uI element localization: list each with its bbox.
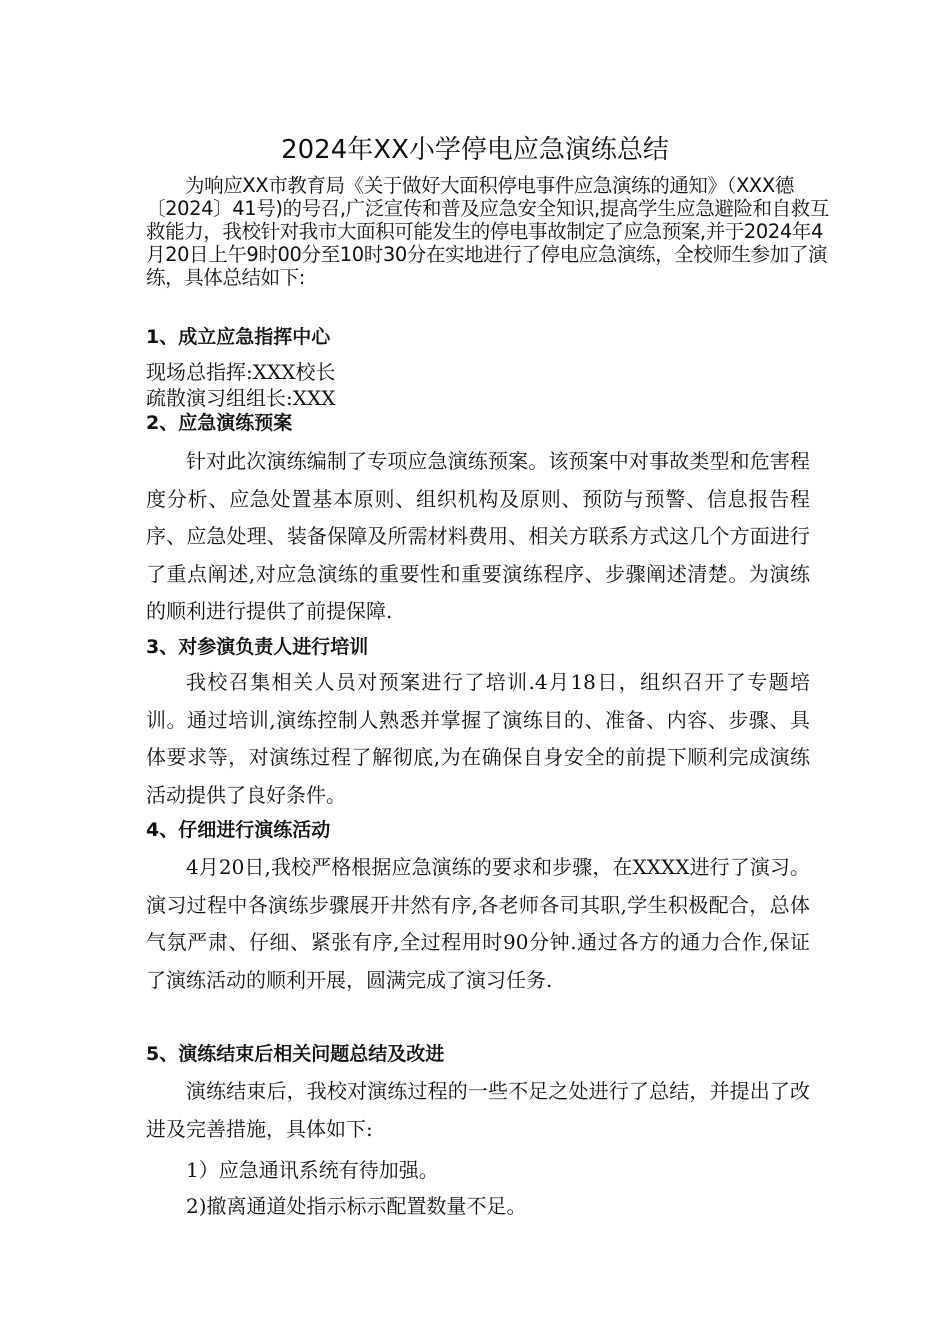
section-heading-5: 5、演练结束后相关问题总结及改进 — [146, 1043, 445, 1065]
section-heading-1: 1、成立应急指挥中心 — [146, 326, 331, 348]
improvement-item-1: 1）应急通讯系统有待加强。 — [186, 1158, 439, 1182]
section-body-5: 演练结束后，我校对演练过程的一些不足之处进行了总结，并提出了改进及完善措施，具体如下: — [146, 1079, 810, 1141]
section-body-2: 针对此次演练编制了专项应急演练预案。该预案中对事故类型和危害程度分析、应急处置基本原则、组织机构及原则、预防与预警、信息报告程序、应急处理、装备保障及所需材料费用、相关方联系方式这几个方面进行了重点阐述,对应急演练的重要性和重要演练程序、步骤阐述清楚。为演练的顺利进行提供了前提保障. — [146, 449, 810, 624]
section-heading-3: 3、对参演负责人进行培训 — [146, 636, 369, 658]
section-body-4: 4月20日,我校严格根据应急演练的要求和步骤，在XXXX进行了演习。演习过程中各演练步骤展开井然有序,各老师各司其职,学生积极配合，总体气氛严肃、仔细、紧张有序,全过程用时90分钟.通过各方的通力合作,保证了演练活动的顺利开展，圆满完成了演习任务. — [146, 855, 810, 992]
commander-line: 现场总指挥:XXX校长 — [146, 360, 336, 384]
section-heading-2: 2、应急演练预案 — [146, 412, 293, 434]
intro-paragraph: 为响应XX市教育局《关于做好大面积停电事件应急演练的通知》（XXX德〔2024〕41号)的号召,广泛宣传和普及应急安全知识,提高学生应急避险和自救互救能力，我校针对我市大面积可能发生的停电事故制定了应急预案,并于2024年4月20日上午9时00分至10时30分在实地进行了停电应急演练，全校师生参加了演练，具体总结如下: — [146, 174, 829, 289]
evacuation-leader-line: 疏散演习组组长:XXX — [146, 386, 336, 410]
document-title: 2024年XX小学停电应急演练总结 — [281, 135, 669, 165]
improvement-item-2: 2)撤离通道处指示标示配置数量不足。 — [186, 1194, 527, 1218]
section-body-3: 我校召集相关人员对预案进行了培训.4月18日，组织召开了专题培训。通过培训,演练控制人熟悉并掌握了演练目的、准备、内容、步骤、具体要求等，对演练过程了解彻底,为在确保自身安全的前提下顺利完成演练活动提供了良好条件。 — [146, 670, 810, 807]
section-heading-4: 4、仔细进行演练活动 — [146, 819, 331, 841]
